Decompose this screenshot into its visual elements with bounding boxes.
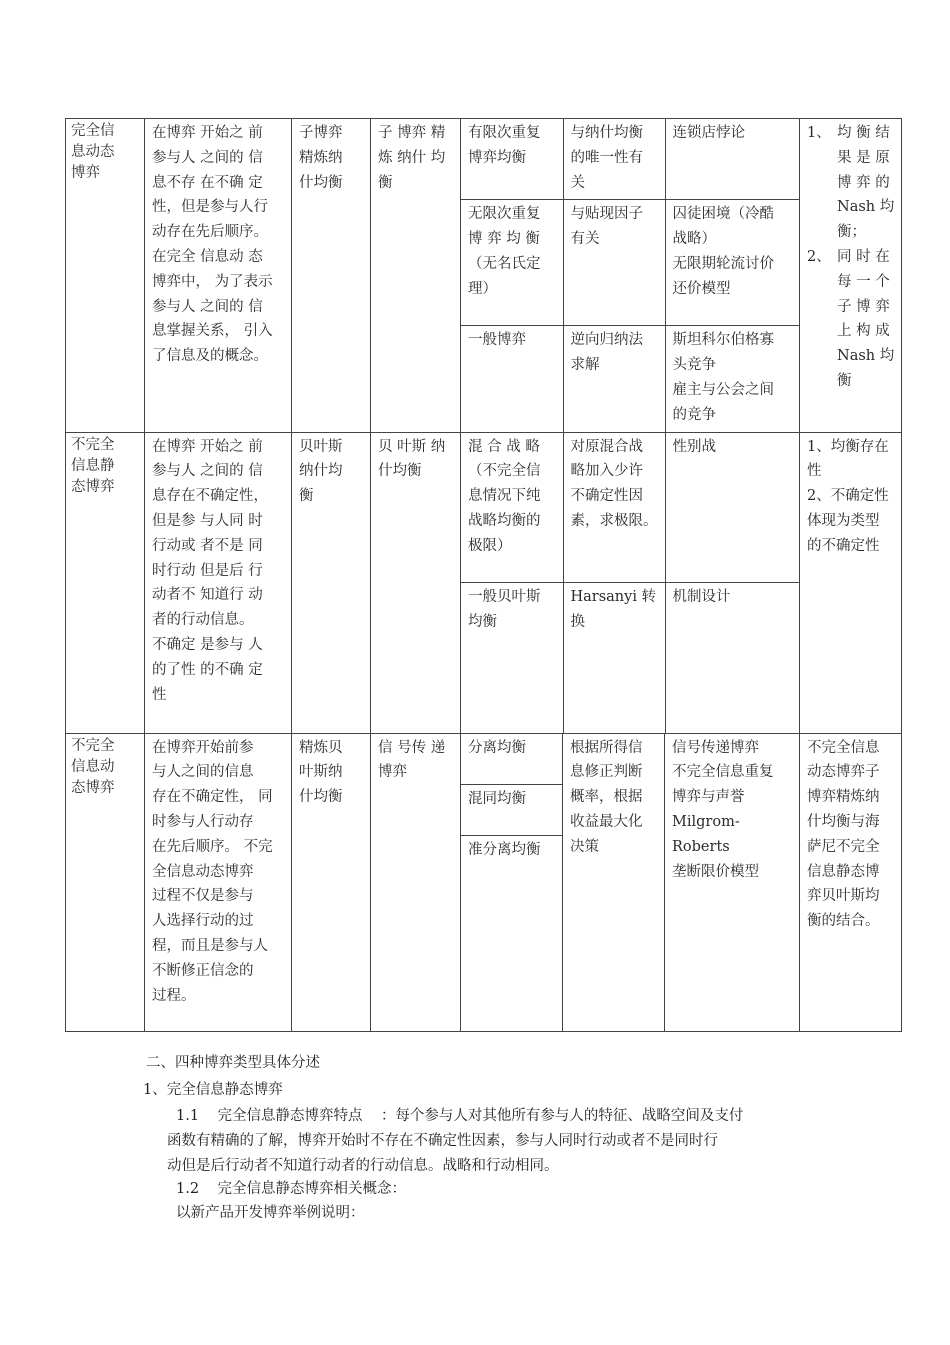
sub-type: 分离均衡 [468, 739, 526, 756]
table-row [66, 119, 902, 433]
game-type-name: 不完全 信息静 态博弈 [66, 432, 145, 733]
paragraph-example: 以新产品开发博弈举例说明： [176, 1205, 365, 1221]
equilibrium-properties: 不完全信息 动态博弈子 博弈精炼纳 什均衡与海 萨尼不完全 信息静态博 弈贝叶斯均 衡的结合。 [800, 733, 902, 1031]
equilibrium-properties: 1、均衡存在 性 2、不确定性 体现为类型 的不确定性 [800, 432, 902, 733]
sub-row [461, 583, 800, 733]
table-row [66, 432, 902, 733]
sub-type: 准分离均衡 [461, 835, 562, 1031]
sub-method: Harsanyi 转 换 [563, 583, 665, 733]
paragraph-number: 1.2 [176, 1181, 200, 1197]
sub-row [461, 326, 800, 432]
game-description: 在博弈 开始之 前 参与人 之间的 信 息存在不确定性， 但是参 与人同 时 行动或 者不是 同 时行动 但是后 行 动者不 知道行 动 者的行动信息。 不确定 是参与 人 的了性 的不确 定 性 [145, 432, 292, 733]
equilibrium-concept: 精炼贝 叶斯纳 什均衡 [292, 733, 371, 1031]
paragraph-1-2 [176, 1177, 950, 1198]
property-item: 1、 均 衡 结 果 是 原 博 弈 的 Nash 均 衡； [807, 125, 895, 241]
sub-example: 性别战 [665, 433, 800, 583]
paragraph-title: 完全信息静态博弈特点 [217, 1108, 363, 1124]
sub-method: 与贴现因子 有关 [563, 200, 665, 326]
sub-method: 与纳什均衡 的唯一性有 关 [563, 119, 665, 200]
sub-method: 对原混合战 略加入少许 不确定性因 素，求极限。 [563, 433, 665, 583]
table-row [66, 733, 902, 1031]
sub-type-stack [461, 733, 563, 1031]
sub-type: 一般贝叶斯 均衡 [461, 583, 563, 733]
paragraph-text: ：每个参与人对其他所有参与人的特征、战略空间及支付 [380, 1108, 744, 1124]
sub-type: 无限次重复 博 弈 均 衡 （无名氏定 理） [461, 200, 563, 326]
sub-row [461, 433, 800, 583]
sub-method: 逆向归纳法 求解 [563, 326, 665, 432]
refinement-concept: 贝 叶斯 纳 什均衡 [371, 432, 461, 733]
equilibrium-concept: 贝叶斯 纳什均 衡 [292, 432, 371, 733]
sub-example: 连锁店悖论 [665, 119, 800, 200]
refinement-concept: 子 博弈 精 炼 纳什 均 衡 [371, 119, 461, 433]
sub-example: 信号传递博弈 不完全信息重复 博弈与声誉 Milgrom-Roberts 垄断限价模型 [665, 733, 800, 1031]
sub-type: 一般博弈 [461, 326, 563, 432]
subsection-heading: 1、完全信息静态博弈 [143, 1082, 283, 1098]
property-item: 2、 同 时 在 每 一 个 子 博 弈 上 构 成 Nash 均 衡 [807, 248, 895, 389]
sub-example: 机制设计 [665, 583, 800, 733]
refinement-concept: 信 号传 递 博弈 [371, 733, 461, 1031]
equilibrium-properties [800, 119, 902, 433]
paragraph-1-1-continued: 函数有精确的了解，博弈开始时不存在不确定性因素，参与人同时行动或者不是同时行 动但是后行动者不知道行动者的行动信息。战略和行动相同。 [167, 1133, 718, 1174]
sub-grid [461, 432, 800, 733]
sub-type: 混 合 战 略 （不完全信 息情况下纯 战略均衡的 极限） [461, 433, 563, 583]
sub-example: 囚徒困境（冷酷 战略） 无限期轮流讨价 还价模型 [665, 200, 800, 326]
paragraph-text: 完全信息静态博弈相关概念： [217, 1181, 406, 1197]
paragraph-number: 1.1 [176, 1108, 200, 1124]
sub-grid [461, 119, 800, 433]
equilibrium-concept: 子博弈 精炼纳 什均衡 [292, 119, 371, 433]
section-heading: 二、四种博弈类型具体分述 [146, 1055, 320, 1071]
sub-type: 有限次重复 博弈均衡 [461, 119, 563, 200]
game-description: 在博弈开始前参 与人之间的信息 存在不确定性， 同 时参与人行动存 在先后顺序。 不完 全信息动态博弈 过程不仅是参与 人选择行动的过 程，而且是参与人 不断修正信念的 过程。 [145, 733, 292, 1031]
sub-type: 混同均衡 [461, 784, 562, 835]
game-type-name: 不完全 信息动 态博弈 [66, 733, 145, 1031]
sub-row [461, 200, 800, 326]
sub-method: 根据所得信 息修正判断 概率，根据 收益最大化 决策 [563, 733, 665, 1031]
paragraph-1-1 [176, 1104, 776, 1129]
game-types-table [65, 118, 902, 1032]
game-type-name: 完全信 息动态 博弈 [66, 119, 145, 433]
sub-example: 斯坦科尔伯格寡 头竞争 雇主与公会之间 的竞争 [665, 326, 800, 432]
sub-row [461, 119, 800, 200]
game-description: 在博弈 开始之 前 参与人 之间的 信 息不存 在不确 定 性，但是参与人行 动存在先后顺序。 在完全 信息动 态 博弈中， 为了表示 参与人 之间的 信 息掌握关系， 引入 了信息及的概念。 [145, 119, 292, 433]
